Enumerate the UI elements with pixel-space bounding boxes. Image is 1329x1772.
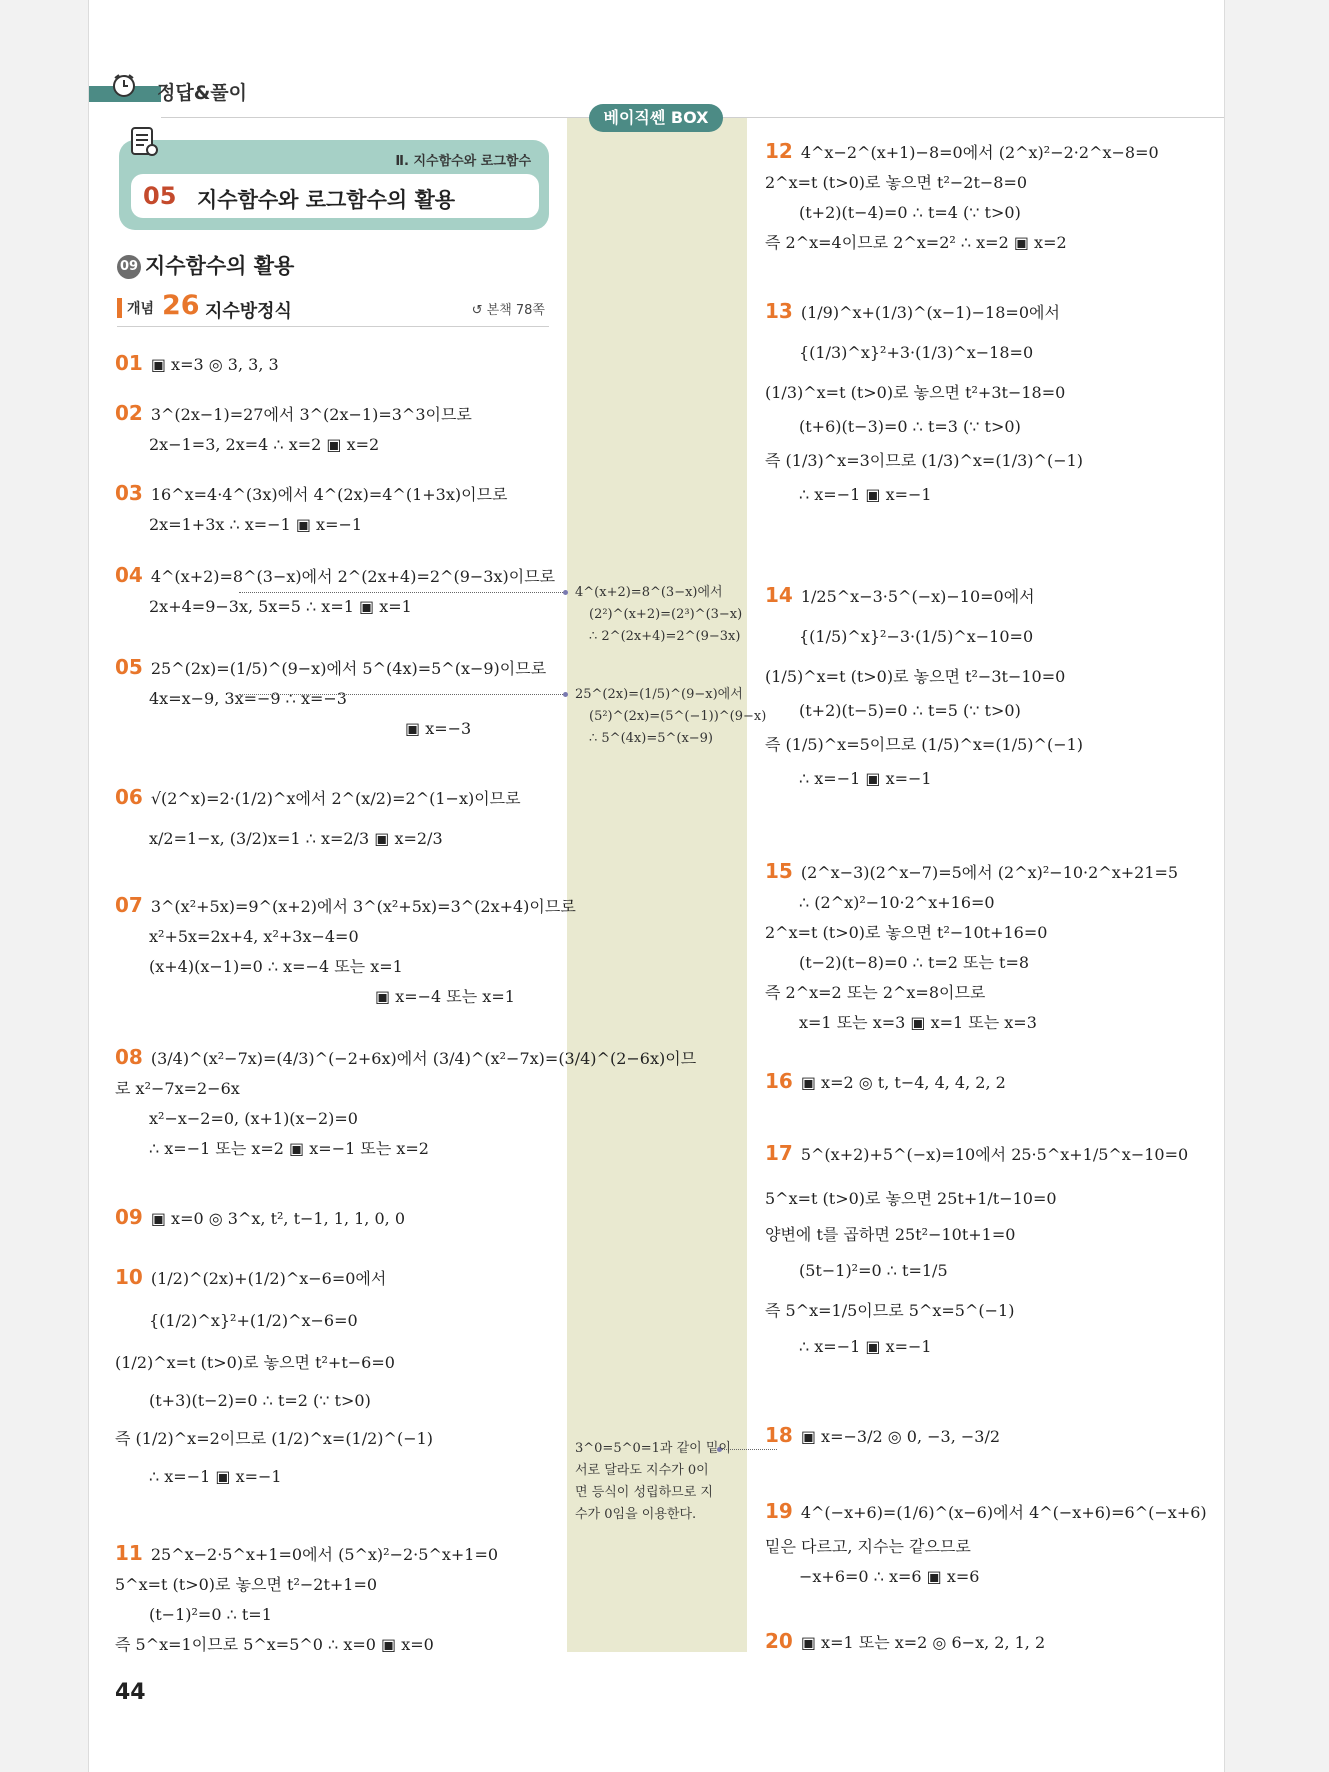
solution-line: (5t−1)²=0 ∴ t=1/5 — [799, 1261, 948, 1280]
problem-12 — [765, 136, 1159, 258]
problem-number: 03 — [115, 481, 143, 505]
note-line: 면 등식이 성립하므로 지 — [575, 1485, 713, 1500]
solution-line: (t+3)(t−2)=0 ∴ t=2 (∵ t>0) — [149, 1391, 371, 1410]
box-note-1 — [575, 582, 742, 648]
problem-13 — [765, 296, 1083, 510]
note-line: ∴ 5^(4x)=5^(x−9) — [589, 731, 714, 746]
connector-line — [239, 694, 565, 695]
problem-number: 09 — [115, 1205, 143, 1229]
problem-05 — [115, 652, 546, 744]
document-icon — [129, 126, 159, 158]
note-line: 수가 0임을 이용한다. — [575, 1507, 697, 1522]
note-line: 서로 달라도 지수가 0이 — [575, 1463, 709, 1478]
note-line: 25^(2x)=(1/5)^(9−x)에서 — [575, 687, 743, 702]
solution-line: ∴ x=−1 ▣ x=−1 — [149, 1467, 282, 1486]
solution-line: {(1/5)^x}²−3·(1/5)^x−10=0 — [799, 627, 1034, 646]
concept-number: 26 — [162, 290, 200, 321]
solution-line: 5^x=t (t>0)로 놓으면 25t+1/t−10=0 — [765, 1189, 1057, 1208]
solution-line: 즉 2^x=4이므로 2^x=2² ∴ x=2 ▣ x=2 — [765, 233, 1067, 252]
problem-number: 15 — [765, 859, 793, 883]
problem-11 — [115, 1538, 498, 1660]
solution-line: 5^x=t (t>0)로 놓으면 t²−2t+1=0 — [115, 1575, 378, 1594]
solution-line: 2x−1=3, 2x=4 ∴ x=2 ▣ x=2 — [149, 435, 380, 454]
solution-line: 즉 (1/2)^x=2이므로 (1/2)^x=(1/2)^(−1) — [115, 1429, 434, 1448]
note-line: 4^(x+2)=8^(3−x)에서 — [575, 585, 723, 600]
solution-line: (t+6)(t−3)=0 ∴ t=3 (∵ t>0) — [799, 417, 1021, 436]
problem-number: 06 — [115, 785, 143, 809]
problem-04 — [115, 560, 555, 622]
solution-line: (2^x−3)(2^x−7)=5에서 (2^x)²−10·2^x+21=5 — [800, 863, 1179, 882]
problem-01 — [115, 348, 279, 380]
problem-03 — [115, 478, 507, 540]
problem-number: 18 — [765, 1423, 793, 1447]
problem-18 — [765, 1420, 1000, 1452]
solution-line: 4^(x+2)=8^(3−x)에서 2^(2x+4)=2^(9−3x)이므로 — [150, 567, 556, 586]
solution-line: ∴ x=−1 ▣ x=−1 — [799, 1337, 932, 1356]
chapter-part: Ⅱ. 지수함수와 로그함수 — [395, 154, 531, 169]
solution-line: 양변에 t를 곱하면 25t²−10t+1=0 — [765, 1225, 1016, 1244]
problem-number: 14 — [765, 583, 793, 607]
page — [88, 0, 1225, 1772]
concept-heading — [117, 290, 549, 327]
problem-06 — [115, 782, 521, 854]
solution-line: 즉 (1/5)^x=5이므로 (1/5)^x=(1/5)^(−1) — [765, 735, 1084, 754]
problem-number: 17 — [765, 1141, 793, 1165]
problem-number: 13 — [765, 299, 793, 323]
problem-number: 19 — [765, 1499, 793, 1523]
solution-line: (3/4)^(x²−7x)=(4/3)^(−2+6x)에서 (3/4)^(x²−7x)=(3/4)^(2−6x)이므 — [150, 1049, 697, 1068]
solution-line: 즉 5^x=1이므로 5^x=5^0 ∴ x=0 ▣ x=0 — [115, 1635, 434, 1654]
problem-number: 16 — [765, 1069, 793, 1093]
solution-line: 로 x²−7x=2−6x — [115, 1079, 240, 1098]
problem-09 — [115, 1202, 405, 1234]
chapter-banner — [119, 140, 549, 230]
solution-line: 16^x=4·4^(3x)에서 4^(2x)=4^(1+3x)이므로 — [150, 485, 508, 504]
section-number: 09 — [117, 255, 141, 279]
concept-title: 지수방정식 — [205, 301, 292, 322]
solution-line: (1/5)^x=t (t>0)로 놓으면 t²−3t−10=0 — [765, 667, 1066, 686]
connector-dot — [563, 590, 568, 595]
solution-line: {(1/3)^x}²+3·(1/3)^x−18=0 — [799, 343, 1034, 362]
chapter-number: 05 — [143, 182, 177, 210]
solution-line: (t+2)(t−4)=0 ∴ t=4 (∵ t>0) — [799, 203, 1021, 222]
solution-line: (x+4)(x−1)=0 ∴ x=−4 또는 x=1 — [149, 957, 403, 976]
problem-number: 10 — [115, 1265, 143, 1289]
solution-line: 4^x−2^(x+1)−8=0에서 (2^x)²−2·2^x−8=0 — [800, 143, 1159, 162]
note-line: (5²)^(2x)=(5^(−1))^(9−x) — [589, 709, 767, 724]
solution-line: 3^(2x−1)=27에서 3^(2x−1)=3^3이므로 — [150, 405, 472, 424]
solution-line: 25^x−2·5^x+1=0에서 (5^x)²−2·5^x+1=0 — [150, 1545, 499, 1564]
note-line: ∴ 2^(2x+4)=2^(9−3x) — [589, 629, 741, 644]
problem-20 — [765, 1626, 1045, 1658]
solution-line: (t−1)²=0 ∴ t=1 — [149, 1605, 272, 1624]
solution-line: 2^x=t (t>0)로 놓으면 t²−2t−8=0 — [765, 173, 1028, 192]
problem-number: 04 — [115, 563, 143, 587]
solution-line: ▣ x=0 ◎ 3^x, t², t−1, 1, 1, 0, 0 — [150, 1209, 406, 1228]
box-badge: 베이직쎈 BOX — [589, 104, 723, 132]
problem-number: 20 — [765, 1629, 793, 1653]
note-line: 3^0=5^0=1과 같이 밑이 — [575, 1441, 731, 1456]
box-note-2 — [575, 684, 766, 750]
box-column — [567, 118, 747, 1652]
problem-14 — [765, 580, 1083, 794]
solution-line: 4x=x−9, 3x=−9 ∴ x=−3 — [149, 689, 347, 708]
solution-line: 3^(x²+5x)=9^(x+2)에서 3^(x²+5x)=3^(2x+4)이므로 — [150, 897, 576, 916]
problem-02 — [115, 398, 472, 460]
note-line: (2²)^(x+2)=(2³)^(3−x) — [589, 607, 743, 622]
solution-line: 2x=1+3x ∴ x=−1 ▣ x=−1 — [149, 515, 363, 534]
problem-number: 08 — [115, 1045, 143, 1069]
solution-line: x/2=1−x, (3/2)x=1 ∴ x=2/3 ▣ x=2/3 — [149, 829, 443, 848]
solution-line: ∴ x=−1 ▣ x=−1 — [799, 485, 932, 504]
solution-line: ▣ x=−4 또는 x=1 — [375, 987, 515, 1006]
solution-line: 1/25^x−3·5^(−x)−10=0에서 — [800, 587, 1035, 606]
connector-dot — [563, 692, 568, 697]
solution-line: ∴ x=−1 또는 x=2 ▣ x=−1 또는 x=2 — [149, 1139, 429, 1158]
solution-line: 5^(x+2)+5^(−x)=10에서 25·5^x+1/5^x−10=0 — [800, 1145, 1189, 1164]
problem-08 — [115, 1042, 696, 1164]
problem-number: 07 — [115, 893, 143, 917]
chapter-title: 지수함수와 로그함수의 활용 — [197, 188, 456, 212]
problem-19 — [765, 1496, 1207, 1592]
section-heading — [117, 250, 294, 280]
solution-line: (1/2)^(2x)+(1/2)^x−6=0에서 — [150, 1269, 387, 1288]
concept-label: 개념 — [117, 298, 154, 318]
solution-line: ▣ x=2 ◎ t, t−4, 4, 4, 2, 2 — [800, 1073, 1006, 1092]
concept-ref-text: 본책 78쪽 — [486, 303, 545, 318]
solution-line: ∴ (2^x)²−10·2^x+16=0 — [799, 893, 995, 912]
solution-line: 즉 2^x=2 또는 2^x=8이므로 — [765, 983, 986, 1002]
problem-17 — [765, 1138, 1188, 1362]
solution-line: 즉 5^x=1/5이므로 5^x=5^(−1) — [765, 1301, 1015, 1320]
solution-line: ▣ x=3 ◎ 3, 3, 3 — [150, 355, 279, 374]
problem-number: 02 — [115, 401, 143, 425]
problem-number: 12 — [765, 139, 793, 163]
solution-line: ▣ x=1 또는 x=2 ◎ 6−x, 2, 1, 2 — [800, 1633, 1046, 1652]
solution-line: x²+5x=2x+4, x²+3x−4=0 — [149, 927, 359, 946]
alarm-clock-icon — [111, 72, 137, 98]
solution-line: 4^(−x+6)=(1/6)^(x−6)에서 4^(−x+6)=6^(−x+6) — [800, 1503, 1207, 1522]
solution-line: x²−x−2=0, (x+1)(x−2)=0 — [149, 1109, 358, 1128]
solution-line: (t−2)(t−8)=0 ∴ t=2 또는 t=8 — [799, 953, 1030, 972]
problem-07 — [115, 890, 576, 1012]
solution-line: (1/2)^x=t (t>0)로 놓으면 t²+t−6=0 — [115, 1353, 395, 1372]
solution-line: 즉 (1/3)^x=3이므로 (1/3)^x=(1/3)^(−1) — [765, 451, 1084, 470]
solution-line: ▣ x=−3 — [405, 719, 472, 738]
problem-15 — [765, 856, 1178, 1038]
problem-number: 01 — [115, 351, 143, 375]
solution-line: {(1/2)^x}²+(1/2)^x−6=0 — [149, 1311, 358, 1330]
problem-number: 11 — [115, 1541, 143, 1565]
connector-line — [239, 592, 565, 593]
solution-line: 2x+4=9−3x, 5x=5 ∴ x=1 ▣ x=1 — [149, 597, 412, 616]
page-number: 44 — [115, 1680, 146, 1705]
concept-reference: ↺ 본책 78쪽 — [471, 303, 545, 318]
section-title: 지수함수의 활용 — [145, 254, 295, 278]
solution-line: √(2^x)=2·(1/2)^x에서 2^(x/2)=2^(1−x)이므로 — [150, 789, 521, 808]
problem-16 — [765, 1066, 1006, 1098]
solution-line: x=1 또는 x=3 ▣ x=1 또는 x=3 — [799, 1013, 1037, 1032]
solution-line: 밑은 다르고, 지수는 같으므로 — [765, 1537, 971, 1556]
problem-10 — [115, 1262, 433, 1492]
chapter-title-box — [131, 174, 539, 218]
problem-number: 05 — [115, 655, 143, 679]
solution-line: (t+2)(t−5)=0 ∴ t=5 (∵ t>0) — [799, 701, 1021, 720]
box-note-3 — [575, 1438, 731, 1526]
solution-line: 25^(2x)=(1/5)^(9−x)에서 5^(4x)=5^(x−9)이므로 — [150, 659, 547, 678]
solution-line: ▣ x=−3/2 ◎ 0, −3, −3/2 — [800, 1427, 1001, 1446]
solution-line: (1/3)^x=t (t>0)로 놓으면 t²+3t−18=0 — [765, 383, 1066, 402]
solution-line: ∴ x=−1 ▣ x=−1 — [799, 769, 932, 788]
solution-line: 2^x=t (t>0)로 놓으면 t²−10t+16=0 — [765, 923, 1048, 942]
solution-line: −x+6=0 ∴ x=6 ▣ x=6 — [799, 1567, 980, 1586]
solution-line: (1/9)^x+(1/3)^(x−1)−18=0에서 — [800, 303, 1060, 322]
header-title: 정답&풀이 — [157, 82, 247, 104]
